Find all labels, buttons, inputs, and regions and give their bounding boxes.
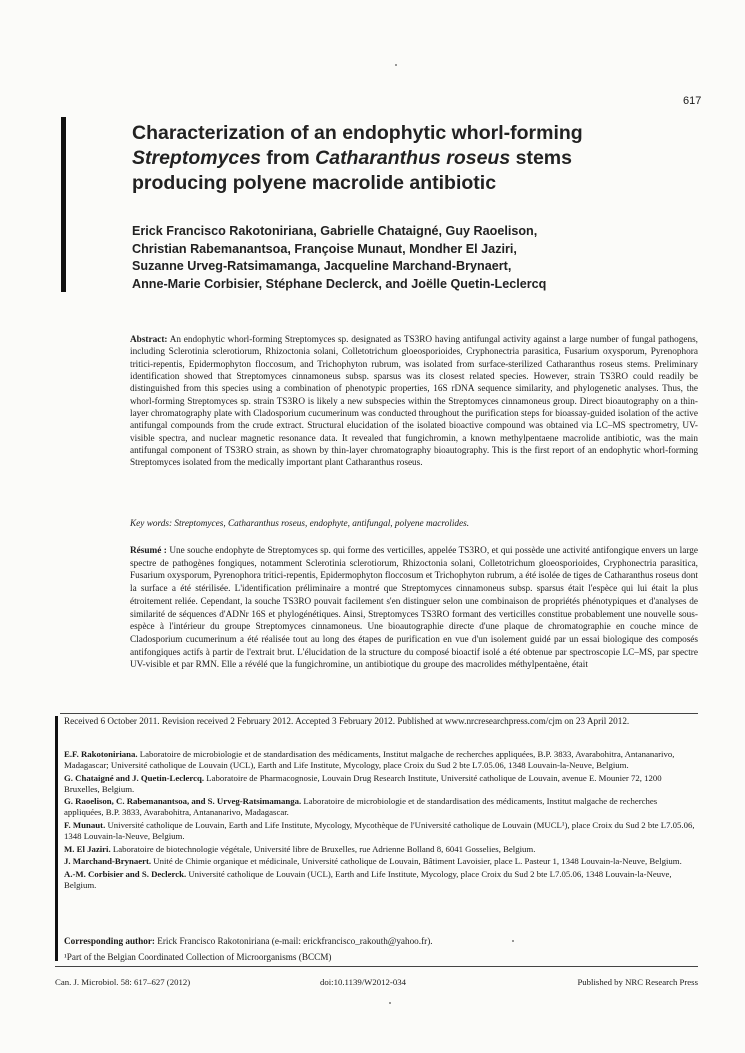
affiliation-names: M. El Jaziri.: [64, 843, 111, 854]
affiliation-item: [64, 820, 698, 842]
title-line-3: producing polyene macrolide antibiotic: [132, 172, 497, 194]
footnote-bccm: ¹Part of the Belgian Coordinated Collection of Microorganisms (BCCM): [64, 952, 332, 962]
resume: [130, 545, 698, 672]
resume-text: Une souche endophyte de Streptomyces sp. qui forme des verticilles, appelée TS3RO, et qui possède une activité antifongique envers un large spectre de pathogènes fongiques, notamment Sclerotinia sclerotiorum, Rhizoctonia solani, Colletotrichum gloeosporioides, Cryphonectria parasitica, Fusarium oxysporum, Pyrenophora tritici-repentis, Epidermophyton floccosum et Trichophyton rubrum, a été isolée de tiges de Catharanthus roseus dont la surface a été stérilisée. L'identification préliminaire a montré que Streptomyces cinnamoneus subsp. sparsus était l'espèce qui lui était la plus étroitement reliée. Cependant, la souche TS3RO pouvait facilement s'en distinguer selon une combinaison de propriétés phénotypiques et d'analyses de similarité de séquences d'ADNr 16S et phylogénétiques. Ainsi, Streptomyces TS3RO formant des verticilles constitue probablement une nouvelle sous-espèce à l'intérieur du groupe Streptomyces cinnamoneus. Une bioautographie directe d'une plaque de chromatographie en couche mince de Cladosporium cucumerinum a été réalisée tout au long des étapes de purification en vue d'un isolement guidé par un essai biologique des composés antifongiques actifs à partir de l'extrait brut. L'élucidation de la structure du composé bioactif isolé a été obtenue par spectroscopie LC–MS, par spectre UV-visible et par RMN. Elle a révélé que la fungichromine, un antibiotique du groupe des macrolides méthylpentaène, était: [130, 546, 699, 671]
keywords: Key words: Streptomyces, Catharanthus roseus, endophyte, antifungal, polyene macrolides.: [130, 519, 470, 529]
author-list: [132, 223, 692, 293]
title-stems: stems: [510, 147, 572, 169]
journal-citation: Can. J. Microbiol. 58: 617–627 (2012): [55, 977, 191, 987]
footer-divider: [55, 966, 698, 967]
affiliation-text: Laboratoire de microbiologie et de standardisation des médicaments, Institut malgache de recherches appliquées, B.P. 3833, Avarabohitra, Antananarivo, Madagascar.: [64, 796, 658, 818]
abstract: [130, 334, 698, 470]
affiliation-names: G. Raoelison, C. Rabemanantsoa, and S. Urveg-Ratsimamanga.: [64, 796, 302, 807]
title-plant: Catharanthus roseus: [315, 147, 511, 169]
affiliation-item: [64, 869, 698, 891]
received-dates: Received 6 October 2011. Revision received 2 February 2012. Accepted 3 February 2012. Published at www.nrcresearchpress.com/cjm on 23 April 2012.: [64, 716, 630, 726]
affiliation-names: J. Marchand-Brynaert.: [64, 856, 152, 867]
affiliation-names: A.-M. Corbisier and S. Declerck.: [64, 868, 187, 879]
footnote-side-bar: [55, 716, 58, 961]
resume-label: Résumé :: [130, 546, 167, 556]
affiliation-item: [64, 749, 698, 771]
affiliation-names: E.F. Rakotoniriana.: [64, 749, 138, 759]
affiliation-text: Laboratoire de microbiologie et de standardisation des médicaments, Institut malgache de recherches appliquées, B.P. 3833, Avarabohitra, Antananarivo, Madagascar; Université catholique de Louvain (UCL), Earth and Life Institute, Mycology, place Croix du Sud 2 bte L7.05.06, 1348 Louvain-la-Neuve, Belgium.: [64, 749, 675, 771]
author-line: Christian Rabemanantsoa, Françoise Munaut, Mondher El Jaziri,: [132, 241, 517, 256]
footnote-divider: [60, 713, 698, 714]
affiliation-text: Laboratoire de Pharmacognosie, Louvain Drug Research Institute, Université catholique de Louvain, avenue E. Mounier 72, 1200 Bruxelles, Belgium.: [64, 772, 662, 794]
doi: doi:10.1139/W2012-034: [320, 977, 406, 987]
corresponding-label: Corresponding author:: [64, 936, 155, 946]
title-line-1: Characterization of an endophytic whorl-forming: [132, 122, 583, 144]
author-line: Erick Francisco Rakotoniriana, Gabrielle Chataigné, Guy Raoelison,: [132, 224, 538, 238]
abstract-text: An endophytic whorl-forming Streptomyces sp. designated as TS3RO having antifungal activity against a large number of fungal pathogens, including Sclerotinia sclerotiorum, Rhizoctonia solani, Colletotrichum gloeosporioides, Cryphonectria parasitica, Fusarium oxysporum, Pyrenophora tritici-repentis, Epidermophyton floccosum, and Trichophyton rubrum, was isolated from surface-sterilized Catharanthus roseus stems. Preliminary identification showed that Streptomyces cinnamoneus subsp. sparsus was its closest related species. However, strain TS3RO could readily be distinguished from this species using a combination of phenotypic properties, 16S rDNA sequence similarity, and phylogenetic analyses. Thus, the whorl-forming Streptomyces sp. strain TS3RO is likely a new subspecies within the Streptomyces cinnamoneus group. Direct bioautography on a thin-layer chromatography plate with Cladosporium cucumerinum was conducted throughout the purification steps for bioassay-guided isolation of the active antifungal compounds from the crude extract. Structural elucidation of the isolated bioactive compound was obtained via LC–MS spectrometry, UV-visible spectra, and nuclear magnetic resonance data. It revealed that fungichromin, a known methylpentaene macrolide antibiotic, was the main antifungal component of TS3RO strain, as shown by thin-layer chromatography bioautography. This is the first report of an endophytic whorl-forming Streptomyces isolated from the medically important plant Catharanthus roseus.: [130, 335, 698, 469]
corresponding-author: [64, 935, 698, 947]
affiliation-item: [64, 856, 698, 867]
affiliation-item: [64, 773, 698, 795]
title-side-bar: [61, 117, 66, 292]
affiliation-text: Université catholique de Louvain, Earth and Life Institute, Mycology, Mycothèque de l'Université catholique de Louvain (MUCL¹), place Croix du Sud 2 bte L7.05.06, 1348 Louvain-la-Neuve, Belgium.: [64, 820, 695, 842]
affiliation-names: F. Munaut.: [64, 820, 106, 831]
author-line: Suzanne Urveg-Ratsimamanga, Jacqueline Marchand-Brynaert,: [132, 259, 512, 273]
publisher: Published by NRC Research Press: [577, 977, 698, 987]
affiliation-text: Laboratoire de biotechnologie végétale, Université libre de Bruxelles, rue Adrienne Bolland 8, 6041 Gosselies, Belgium.: [110, 843, 536, 854]
affiliations: [64, 749, 698, 893]
affiliation-item: [64, 844, 698, 855]
affiliation-text: Université catholique de Louvain (UCL), Earth and Life Institute, Mycology, place Croix du Sud 2 bte L7.05.06, 1348 Louvain-la-Neuve, Belgium.: [64, 868, 672, 891]
affiliation-text: Unité de Chimie organique et médicinale, Université catholique de Louvain, Bâtiment Lavoisier, place L. Pasteur 1, 1348 Louvain-la-Neuve, Belgium.: [151, 856, 682, 867]
title-connector: from: [260, 147, 316, 169]
abstract-label: Abstract:: [130, 335, 168, 345]
article-title: [132, 121, 692, 196]
scan-speck: [395, 64, 397, 66]
title-genus: Streptomyces: [132, 147, 261, 169]
affiliation-names: G. Chataigné and J. Quetin-Leclercq.: [64, 772, 205, 783]
author-line: Anne-Marie Corbisier, Stéphane Declerck, and Joëlle Quetin-Leclercq: [132, 276, 547, 291]
corresponding-text: Erick Francisco Rakotoniriana (e-mail: erickfrancisco_rakouth@yahoo.fr).: [154, 936, 433, 946]
scan-speck: [389, 1002, 391, 1004]
page-number: 617: [683, 95, 702, 107]
affiliation-item: [64, 796, 698, 818]
